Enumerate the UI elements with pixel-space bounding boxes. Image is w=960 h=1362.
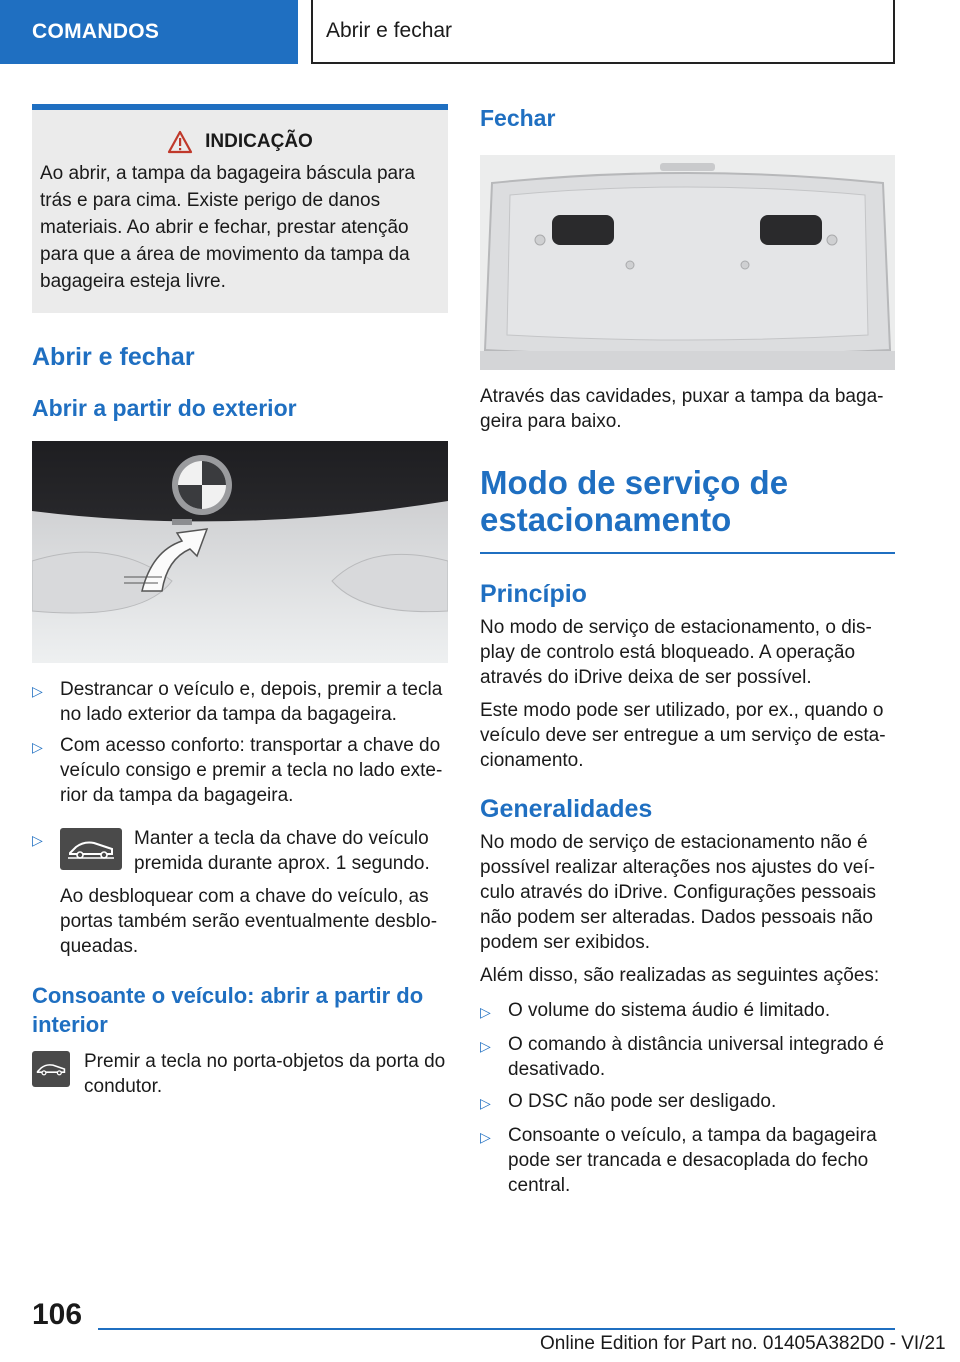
key-bullet-text: Manter a tecla da chave do veículo premida durante aprox. 1 segundo. <box>134 828 430 874</box>
list-item: ▷ Destrancar o veículo e, depois, premir a tecla no lado exterior da tampa da bagageira. <box>32 679 443 725</box>
bullet-triangle-icon: ▷ <box>480 1129 491 1145</box>
trunk-interior-photo <box>480 155 895 370</box>
bullet-triangle-icon: ▷ <box>32 739 43 755</box>
principio-paragraph-1: No modo de serviço de estacionamento, o display de controlo está bloqueado. A operação através do iDrive deixa de ser possível. <box>480 617 872 688</box>
bullet-triangle-icon: ▷ <box>32 683 43 699</box>
chapter-header <box>311 0 895 64</box>
generalidades-bullet-list <box>480 998 895 1198</box>
list-item <box>32 826 448 959</box>
list-item: ▷ O comando à distância universal integrado é desativado. <box>480 1034 885 1080</box>
exterior-bullet-list <box>32 677 448 959</box>
section-tab <box>0 0 298 64</box>
bullet-triangle-icon: ▷ <box>480 1004 491 1020</box>
generalidades-paragraph-1: No modo de serviço de estacionamento não é possível realizar alterações nos ajustes do veículo através do iDrive. Configurações pessoais não podem ser alteradas. Dados pessoais não podem ser exibidos. <box>480 832 877 953</box>
generalidades-paragraph-2: Além disso, são realizadas as seguintes ações: <box>480 965 880 986</box>
left-column <box>32 104 448 1099</box>
heading-fechar: Fechar <box>480 105 556 131</box>
footer-rule <box>98 1328 895 1330</box>
edition-text: Online Edition for Part no. 01405A382D0 - VI/21 <box>540 1333 946 1354</box>
car-trunk-button-icon <box>32 1051 70 1087</box>
trunk-exterior-photo <box>32 441 448 663</box>
warning-triangle-icon <box>167 130 193 154</box>
chapter-title: Abrir e fechar <box>326 19 453 42</box>
page-number: 106 <box>32 1298 83 1331</box>
right-column <box>480 104 895 1198</box>
interior-text: Premir a tecla no porta-objetos da porta do condutor. <box>84 1051 446 1097</box>
fechar-text: Através das cavidades, puxar a tampa da bagageira para baixo. <box>480 386 884 432</box>
warning-box <box>32 104 448 313</box>
principio-paragraph-2: Este modo pode ser utilizado, por ex., quando o veículo deve ser entregue a um serviço de estacionamento. <box>480 700 886 771</box>
heading-generalidades: Generalidades <box>480 795 653 823</box>
list-item: ▷ Com acesso conforto: transportar a chave do veículo consigo e premir a tecla no lado exterior da tampa da bagageira. <box>32 735 443 806</box>
heading-modo-servico: Modo de serviço de estacionamento <box>480 464 789 538</box>
heading-abrir-interior: Consoante o veículo: abrir a partir do interior <box>32 983 424 1037</box>
list-item: ▷ O DSC não pode ser desligado. <box>480 1089 895 1116</box>
heading-abrir-fechar: Abrir e fechar <box>32 343 195 371</box>
section-title: COMANDOS <box>32 20 160 43</box>
heading-underline <box>480 552 895 554</box>
warning-heading <box>40 130 440 154</box>
warning-title: INDICAÇÃO <box>205 131 313 152</box>
bullet-triangle-icon: ▷ <box>480 1095 491 1111</box>
interior-instruction <box>32 1049 448 1099</box>
car-trunk-key-icon <box>60 828 122 870</box>
heading-principio: Princípio <box>480 580 587 608</box>
list-item: ▷ Consoante o veículo, a tampa da bagageira pode ser trancada e desacoplada do fecho central. <box>480 1125 877 1196</box>
warning-text: Ao abrir, a tampa da bagageira báscula para trás e para cima. Existe perigo de danos materiais. Ao abrir e fechar, prestar atenção para que a área de movimento da tampa da bagageira esteja livre. <box>40 163 415 292</box>
heading-abrir-exterior: Abrir a partir do exterior <box>32 395 297 421</box>
key-bullet-note: Ao desbloquear com a chave do veículo, as portas também serão eventualmente desbloqueadas. <box>60 886 438 957</box>
bullet-triangle-icon: ▷ <box>32 832 43 848</box>
list-item: ▷ O volume do sistema áudio é limitado. <box>480 998 895 1025</box>
bullet-triangle-icon: ▷ <box>480 1038 491 1054</box>
